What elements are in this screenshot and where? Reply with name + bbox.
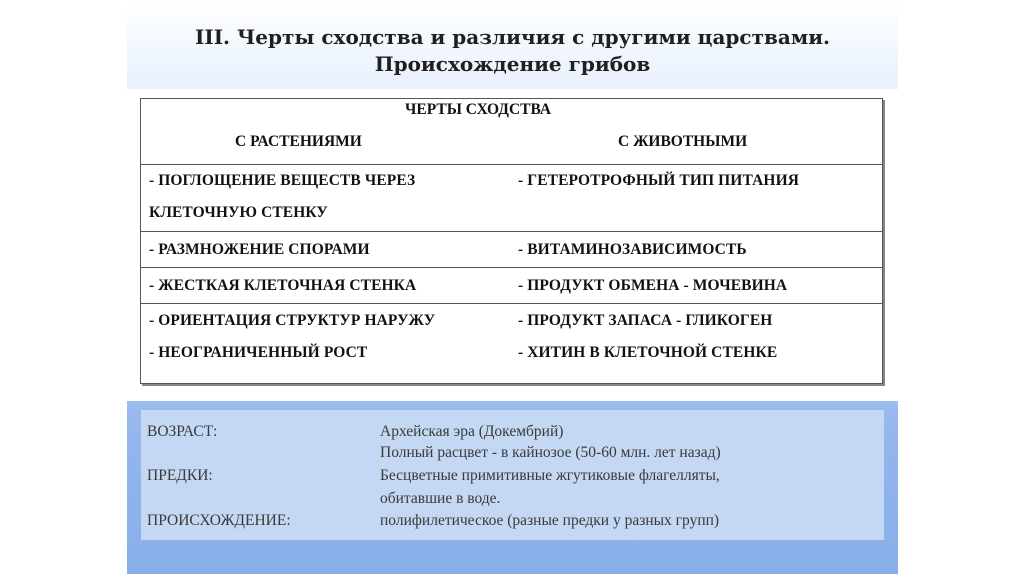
column-header-plants: С РАСТЕНИЯМИ <box>235 133 362 150</box>
cell-plants-row1-line2: КЛЕТОЧНУЮ СТЕНКУ <box>149 204 328 221</box>
cell-animals-row4-line1: - ПРОДУКТ ЗАПАСА - ГЛИКОГЕН <box>518 312 773 329</box>
table-divider <box>141 267 882 268</box>
table-divider <box>141 231 882 232</box>
cell-animals-row2: - ВИТАМИНОЗАВИСИМОСТЬ <box>518 241 747 258</box>
table-divider <box>141 303 882 304</box>
cell-plants-row1-line1: - ПОГЛОЩЕНИЕ ВЕЩЕСТВ ЧЕРЕЗ <box>149 172 416 189</box>
origin-info-panel <box>141 410 884 540</box>
similarities-table <box>140 98 883 384</box>
age-value-line2: Полный расцвет - в кайнозое (50-60 млн. лет назад) <box>380 444 721 461</box>
ancestors-value-line1: Бесцветные примитивные жгутиковые флагелляты, <box>380 467 720 484</box>
slide-title <box>127 24 898 78</box>
title-line-2: Происхождение грибов <box>374 52 651 76</box>
cell-animals-row3: - ПРОДУКТ ОБМЕНА - МОЧЕВИНА <box>518 277 788 294</box>
title-line-1: III. Черты сходства и различия с другими царствами. <box>194 25 830 49</box>
cell-plants-row2: - РАЗМНОЖЕНИЕ СПОРАМИ <box>149 241 370 258</box>
table-header: ЧЕРТЫ СХОДСТВА <box>405 101 552 118</box>
slide <box>127 0 898 574</box>
age-label: ВОЗРАСТ: <box>147 423 218 440</box>
cell-plants-row4-line2: - НЕОГРАНИЧЕННЫЙ РОСТ <box>149 344 368 361</box>
cell-animals-row4-line2: - ХИТИН В КЛЕТОЧНОЙ СТЕНКЕ <box>518 344 778 361</box>
similarities-table-panel <box>127 89 898 401</box>
table-divider <box>141 164 882 165</box>
column-header-animals: С ЖИВОТНЫМИ <box>618 133 748 150</box>
cell-animals-row1-line1: - ГЕТЕРОТРОФНЫЙ ТИП ПИТАНИЯ <box>518 172 800 189</box>
ancestors-label: ПРЕДКИ: <box>147 467 213 484</box>
origin-value: полифилетическое (разные предки у разных групп) <box>380 512 720 529</box>
cell-plants-row3: - ЖЕСТКАЯ КЛЕТОЧНАЯ СТЕНКА <box>149 277 417 294</box>
ancestors-value-line2: обитавшие в воде. <box>380 490 501 507</box>
age-value-line1: Архейская эра (Докембрий) <box>380 423 564 440</box>
origin-label: ПРОИСХОЖДЕНИЕ: <box>147 512 291 529</box>
cell-plants-row4-line1: - ОРИЕНТАЦИЯ СТРУКТУР НАРУЖУ <box>149 312 436 329</box>
